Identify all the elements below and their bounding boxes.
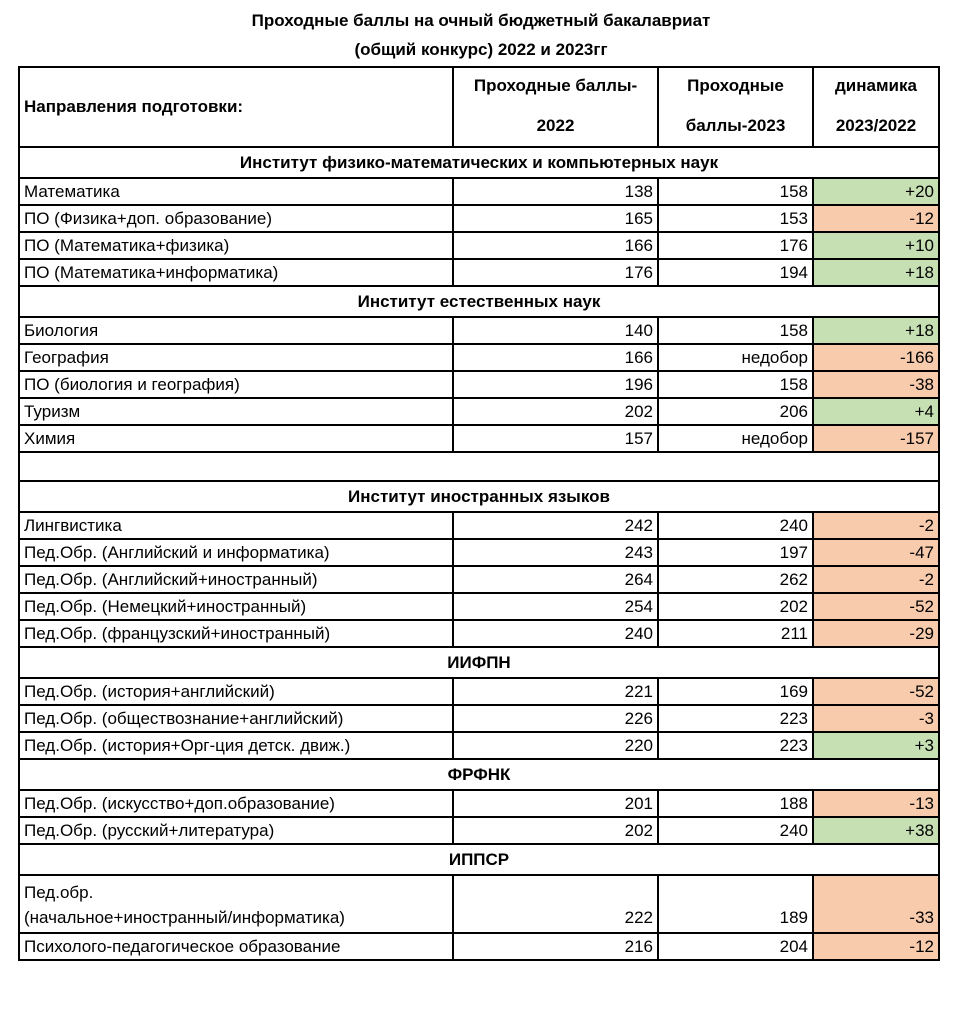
row-dynamics: -38 xyxy=(813,371,939,398)
row-2022: 240 xyxy=(453,620,658,647)
row-2023: 189 xyxy=(658,875,813,933)
row-2022: 201 xyxy=(453,790,658,817)
table-row xyxy=(19,705,939,732)
row-name: ПО (биология и география) xyxy=(19,371,453,398)
row-2023: 223 xyxy=(658,705,813,732)
header-2023-line1: Проходные xyxy=(687,76,784,95)
header-dynamics-line2: 2023/2022 xyxy=(835,116,917,135)
row-name: Пед.Обр. (русский+литература) xyxy=(19,817,453,844)
row-name: ПО (Физика+доп. образование) xyxy=(19,205,453,232)
table-row xyxy=(19,817,939,844)
table-row xyxy=(19,875,939,933)
row-dynamics: -2 xyxy=(813,566,939,593)
table-row xyxy=(19,790,939,817)
section-row xyxy=(19,147,939,178)
section-title: ФРФНК xyxy=(19,759,939,790)
section-row xyxy=(19,844,939,875)
row-2023: 158 xyxy=(658,178,813,205)
header-direction: Направления подготовки: xyxy=(19,67,453,147)
page-title-line2: (общий конкурс) 2022 и 2023гг xyxy=(354,40,608,59)
row-2023: 223 xyxy=(658,732,813,759)
row-name: Пед.Обр. (история+Орг-ция детск. движ.) xyxy=(19,732,453,759)
row-dynamics: -12 xyxy=(813,933,939,960)
row-dynamics: -52 xyxy=(813,593,939,620)
table-row xyxy=(19,178,939,205)
row-2022: 242 xyxy=(453,512,658,539)
section-title: Институт иностранных языков xyxy=(19,481,939,512)
row-2023: 240 xyxy=(658,512,813,539)
row-dynamics: +20 xyxy=(813,178,939,205)
row-dynamics: -157 xyxy=(813,425,939,452)
row-2023: 194 xyxy=(658,259,813,286)
table-row xyxy=(19,678,939,705)
header-2022-line1: Проходные баллы- xyxy=(473,76,638,95)
row-2023: 204 xyxy=(658,933,813,960)
row-dynamics: +18 xyxy=(813,259,939,286)
row-name: Лингвистика xyxy=(19,512,453,539)
scores-table xyxy=(18,66,940,961)
row-2023: 158 xyxy=(658,317,813,344)
row-name: ПО (Математика+физика) xyxy=(19,232,453,259)
section-row xyxy=(19,759,939,790)
row-dynamics: +38 xyxy=(813,817,939,844)
row-dynamics: -33 xyxy=(813,875,939,933)
table-row xyxy=(19,732,939,759)
blank-row xyxy=(19,452,939,481)
row-name: Математика xyxy=(19,178,453,205)
header-dynamics-line1: динамика xyxy=(835,76,917,95)
row-2023: 176 xyxy=(658,232,813,259)
table-row xyxy=(19,425,939,452)
table-row xyxy=(19,566,939,593)
row-name: Химия xyxy=(19,425,453,452)
row-name: ПО (Математика+информатика) xyxy=(19,259,453,286)
blank-cell xyxy=(19,452,939,481)
row-2022: 176 xyxy=(453,259,658,286)
row-name: Пед.Обр. (Немецкий+иностранный) xyxy=(19,593,453,620)
row-name-line1: Пед.обр. xyxy=(24,883,94,902)
row-2023: 262 xyxy=(658,566,813,593)
table-row xyxy=(19,259,939,286)
row-2023: недобор xyxy=(658,425,813,452)
table-row xyxy=(19,512,939,539)
row-2023: 206 xyxy=(658,398,813,425)
row-2023: 197 xyxy=(658,539,813,566)
row-name: Пед.Обр. (Английский и информатика) xyxy=(19,539,453,566)
row-2023: недобор xyxy=(658,344,813,371)
row-name: Биология xyxy=(19,317,453,344)
row-2022: 140 xyxy=(453,317,658,344)
row-2022: 165 xyxy=(453,205,658,232)
row-dynamics: -3 xyxy=(813,705,939,732)
row-dynamics: -166 xyxy=(813,344,939,371)
section-title: Институт физико-математических и компьютерных наук xyxy=(19,147,939,178)
row-2022: 166 xyxy=(453,232,658,259)
table-row xyxy=(19,933,939,960)
row-name: География xyxy=(19,344,453,371)
row-dynamics: +3 xyxy=(813,732,939,759)
table-row xyxy=(19,371,939,398)
row-name: Пед.Обр. (французский+иностранный) xyxy=(19,620,453,647)
table-row xyxy=(19,317,939,344)
row-2022: 254 xyxy=(453,593,658,620)
row-dynamics: -29 xyxy=(813,620,939,647)
row-2022: 216 xyxy=(453,933,658,960)
row-2022: 166 xyxy=(453,344,658,371)
row-2023: 169 xyxy=(658,678,813,705)
row-2022: 221 xyxy=(453,678,658,705)
table-row xyxy=(19,232,939,259)
row-name: Пед.Обр. (Английский+иностранный) xyxy=(19,566,453,593)
row-dynamics: +10 xyxy=(813,232,939,259)
row-name: Туризм xyxy=(19,398,453,425)
table-header-row xyxy=(19,67,939,147)
row-2023: 153 xyxy=(658,205,813,232)
page-title-line1: Проходные баллы на очный бюджетный бакалавриат xyxy=(251,11,711,30)
table-row xyxy=(19,539,939,566)
table-row xyxy=(19,205,939,232)
row-2022: 243 xyxy=(453,539,658,566)
table-row xyxy=(19,620,939,647)
section-row xyxy=(19,481,939,512)
header-2023 xyxy=(658,67,813,147)
section-title: Институт естественных наук xyxy=(19,286,939,317)
table-row xyxy=(19,398,939,425)
row-name xyxy=(19,875,453,933)
row-2022: 222 xyxy=(453,875,658,933)
row-2023: 211 xyxy=(658,620,813,647)
row-2023: 240 xyxy=(658,817,813,844)
row-2023: 158 xyxy=(658,371,813,398)
row-dynamics: -47 xyxy=(813,539,939,566)
row-name: Психолого-педагогическое образование xyxy=(19,933,453,960)
row-2022: 157 xyxy=(453,425,658,452)
section-title: ИИФПН xyxy=(19,647,939,678)
row-dynamics: -2 xyxy=(813,512,939,539)
section-row xyxy=(19,647,939,678)
row-2023: 202 xyxy=(658,593,813,620)
section-row xyxy=(19,286,939,317)
row-2023: 188 xyxy=(658,790,813,817)
header-2022 xyxy=(453,67,658,147)
row-2022: 202 xyxy=(453,817,658,844)
row-dynamics: +4 xyxy=(813,398,939,425)
row-2022: 226 xyxy=(453,705,658,732)
row-2022: 138 xyxy=(453,178,658,205)
header-2023-line2: баллы-2023 xyxy=(685,116,786,135)
row-name: Пед.Обр. (искусство+доп.образование) xyxy=(19,790,453,817)
row-name-line2: (начальное+иностранный/информатика) xyxy=(24,908,345,927)
row-dynamics: +18 xyxy=(813,317,939,344)
row-dynamics: -52 xyxy=(813,678,939,705)
row-2022: 202 xyxy=(453,398,658,425)
row-2022: 220 xyxy=(453,732,658,759)
header-dynamics xyxy=(813,67,939,147)
table-row xyxy=(19,593,939,620)
row-2022: 264 xyxy=(453,566,658,593)
table-row xyxy=(19,344,939,371)
row-name: Пед.Обр. (обществознание+английский) xyxy=(19,705,453,732)
row-2022: 196 xyxy=(453,371,658,398)
section-title: ИППСР xyxy=(19,844,939,875)
row-name: Пед.Обр. (история+английский) xyxy=(19,678,453,705)
header-2022-line2: 2022 xyxy=(536,116,575,135)
row-dynamics: -12 xyxy=(813,205,939,232)
row-dynamics: -13 xyxy=(813,790,939,817)
